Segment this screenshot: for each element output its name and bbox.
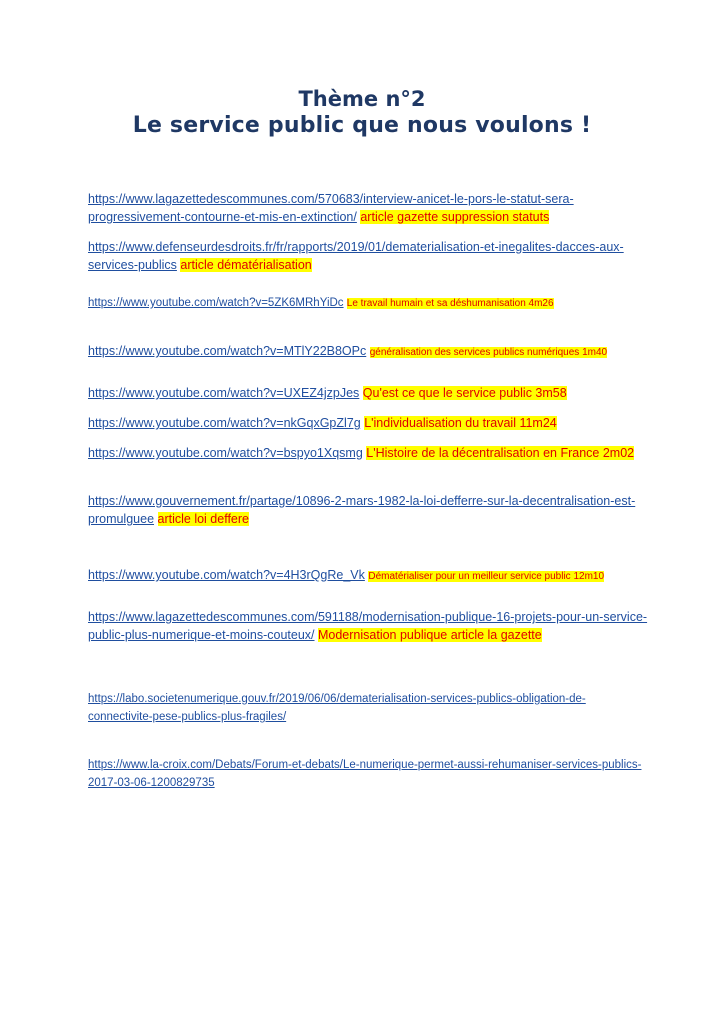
title-line-2: Le service public que nous voulons ! — [132, 113, 592, 139]
list-item — [88, 238, 648, 274]
entry-note: L'individualisation du travail 11m24 — [364, 416, 557, 430]
list-item — [88, 342, 648, 362]
entry-link[interactable]: https://www.youtube.com/watch?v=nkGqxGpZl7g — [88, 416, 361, 430]
entry-note: L'Histoire de la décentralisation en France 2m02 — [366, 446, 635, 460]
list-item — [88, 492, 648, 528]
list-item — [88, 756, 648, 792]
entry-link[interactable]: https://www.lagazettedescommunes.com/570683/interview-anicet-le-pors-le-statut-sera-progressivement-contourne-et-mis-en-extinction/ — [88, 192, 574, 224]
entry-link[interactable]: https://www.youtube.com/watch?v=4H3rQgRe_Vk — [88, 568, 365, 582]
entry-note: article dématérialisation — [180, 258, 312, 272]
entry-note: Le travail humain et sa déshumanisation 4m26 — [346, 298, 554, 309]
entry-note: article gazette suppression statuts — [360, 210, 550, 224]
page-title — [0, 86, 724, 140]
list-item — [88, 444, 648, 462]
list-item — [88, 566, 648, 586]
entry-link[interactable]: https://labo.societenumerique.gouv.fr/2019/06/06/dematerialisation-services-publics-obligation-de-connectivite-pese-publics-plus-fragiles/ — [88, 693, 586, 723]
list-item — [88, 190, 648, 226]
title-line-1: Thème n°2 — [298, 87, 426, 111]
entry-link[interactable]: https://www.youtube.com/watch?v=UXEZ4jzpJes — [88, 386, 360, 400]
entry-note: Qu'est ce que le service public 3m58 — [362, 386, 567, 400]
list-item — [88, 690, 648, 726]
entry-link[interactable]: https://www.gouvernement.fr/partage/10896-2-mars-1982-la-loi-defferre-sur-la-decentralisation-est-promulguee — [88, 494, 636, 526]
entry-link[interactable]: https://www.youtube.com/watch?v=bspyo1Xqsmg — [88, 446, 363, 460]
entry-link[interactable]: https://www.la-croix.com/Debats/Forum-et-debats/Le-numerique-permet-aussi-rehumaniser-services-publics-2017-03-06-1200829735 — [88, 759, 642, 789]
entry-note: généralisation des services publics numériques 1m40 — [369, 347, 608, 358]
list-item — [88, 294, 648, 313]
entry-note: Dématérialiser pour un meilleur service public 12m10 — [368, 571, 605, 582]
entry-link[interactable]: https://www.youtube.com/watch?v=5ZK6MRhYiDc — [88, 297, 344, 309]
list-item — [88, 608, 648, 644]
list-item — [88, 414, 648, 432]
entry-note: article loi deffere — [157, 512, 249, 526]
entry-link[interactable]: https://www.youtube.com/watch?v=MTlY22B8OPc — [88, 344, 367, 358]
entry-link[interactable]: https://www.lagazettedescommunes.com/591188/modernisation-publique-16-projets-pour-un-service-public-plus-numerique-et-moins-couteux/ — [88, 610, 648, 642]
entry-link[interactable]: https://www.defenseurdesdroits.fr/fr/rapports/2019/01/dematerialisation-et-inegalites-dacces-aux-services-publics — [88, 240, 624, 272]
entry-note: Modernisation publique article la gazette — [317, 628, 542, 642]
list-item — [88, 384, 648, 402]
